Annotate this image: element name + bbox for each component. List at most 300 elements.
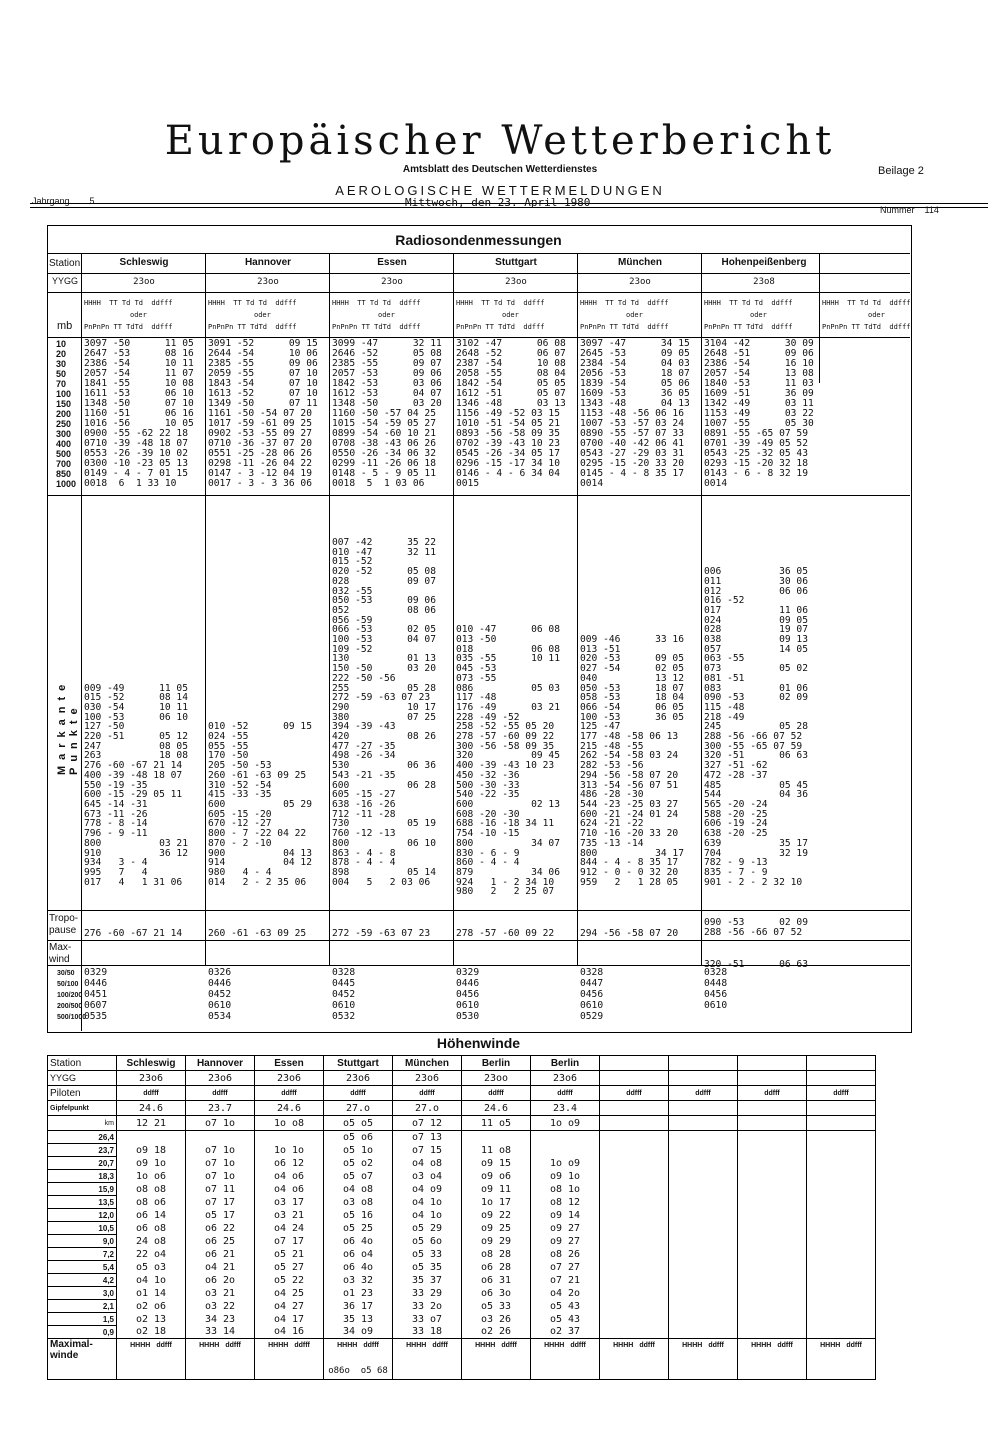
subtitle: Amtsblatt des Deutschen Wetterdienstes [402,164,598,175]
maxwind-values: 0329 0446 0456 0610 0530 [456,967,480,1022]
column-head-oder: oder [378,311,395,319]
wind-value [807,1157,876,1170]
wind-value [738,1222,807,1235]
wind-value [600,1144,669,1157]
ddfff-head: ddfff [669,1086,738,1101]
ddfff-head: ddfff [807,1086,876,1101]
tropopause-label: Tropo-pause [49,913,79,936]
gipfel-km: 23.7 [186,1101,255,1116]
level-label: 1000 [56,479,77,489]
wind-value [669,1313,738,1326]
wind-value [600,1209,669,1222]
wind-value: o4 o6 [255,1183,324,1196]
hoehenwinde-table-wrap [47,1055,876,1380]
column-head: PnPnPn TT TdTd ddfff [704,323,793,331]
wind-value: o9 27 [531,1222,600,1235]
wind-value [600,1274,669,1287]
maxwind-level: 100/200 [57,992,83,999]
column-head-oder: oder [868,311,885,319]
hhhh-head: HHHH [199,1342,220,1349]
wind-value: o5 43 [531,1313,600,1326]
ddfff-head: ddfff [708,1342,724,1349]
markante-punkte-block: 010 -52 09 15 024 -55 055 -55 170 -50 205 -50 -53 260 -61 -63 09 25 310 -52 -54 415 -33 -35 600 05 29 605 -15 -20 670 -12 -27 800 - 7 -22 04 22 870 - 2 -10 900 04 13 914 04 12 980 4 - 4 014 2 - 2 35 06 [208,721,312,888]
altitude-level: 5,4 [48,1261,117,1274]
station-data-block: 3102 -47 06 08 2648 -52 06 07 2387 -54 10 08 2058 -55 08 04 1842 -54 05 05 1612 -51 05 07 1346 -48 03 13 1156 -49 -52 03 15 1010 -51 -54 05 21 0893 -56 -58 09 35 0702 -39 -43 10 23 0545 -26 -34 05 17 0296 -15 -17 34 10 0146 - 4 - 6 34 04 0015 [456,338,566,489]
wind-value: 36 17 [324,1300,393,1313]
maxwind-level: 30/50 [57,970,75,977]
table-row [48,1071,876,1086]
gipfel-ddfff: 1o o8 [255,1116,324,1131]
wind-value: o3 o4 [393,1170,462,1183]
table-row [48,1183,876,1196]
altitude-level: 3,0 [48,1287,117,1300]
wind-value [669,1144,738,1157]
level-label: 400 [56,439,72,449]
altitude-level: 10,5 [48,1222,117,1235]
wind-value [600,1326,669,1339]
hhhh-head: HHHH [130,1342,151,1349]
wind-value: o6 21 [186,1248,255,1261]
table-row [48,1339,876,1380]
wind-value: o7 17 [186,1196,255,1209]
wind-value: o4 o9 [393,1183,462,1196]
column-head: HHHH TT Td Td ddfff [332,299,421,307]
wind-value [807,1183,876,1196]
hhhh-head: HHHH [268,1342,289,1349]
table-row [48,1326,876,1339]
wind-value: o3 17 [255,1196,324,1209]
wind-value: 34 o9 [324,1326,393,1339]
maximal-cell [669,1339,738,1380]
wind-value [738,1248,807,1261]
wind-value [738,1300,807,1313]
tropopause-value: 278 -57 -60 09 22 [456,928,555,939]
table-row [48,1300,876,1313]
maximalwinde-label: Maximal-winde [48,1339,117,1380]
station-name [669,1056,738,1071]
table-row [48,1157,876,1170]
level-label: 850 [56,469,72,479]
wind-value [669,1209,738,1222]
wind-value [600,1222,669,1235]
wind-value [807,1261,876,1274]
rule [47,910,910,911]
nummer-label: Nummer [880,205,915,215]
wind-value [600,1300,669,1313]
altitude-level: 23,7 [48,1144,117,1157]
altitude-level: 18,3 [48,1170,117,1183]
wind-value: o4 16 [255,1326,324,1339]
ddfff-head: ddfff [738,1086,807,1101]
station-data-block: 3097 -47 34 15 2645 -53 09 05 2384 -54 04 03 2056 -53 18 07 1839 -54 05 06 1609 -53 36 05 1343 -48 04 13 1153 -48 -56 06 16 1007 -53 -57 03 24 0890 -55 -57 07 33 0700 -40 -42 06 41 0543 -27 -29 03 31 0295 -15 -20 33 20 0145 - 4 - 8 35 17 0014 [580,338,690,489]
table-row [48,1144,876,1157]
maximal-cell [186,1339,255,1380]
column-head: HHHH TT Td Td ddfff [208,299,297,307]
gipfel-ddfff: 12 21 [117,1116,186,1131]
wind-value: o6 28 [462,1261,531,1274]
tropopause-value: 090 -53 02 09 288 -56 -66 07 52 [704,917,808,938]
wind-value: 33 18 [393,1326,462,1339]
yygg-value: 23o6 [393,1071,462,1086]
rule [47,273,910,274]
maximal-cell [531,1339,600,1380]
ddfff-head: ddfff [462,1086,531,1101]
wind-value [600,1313,669,1326]
column-head: HHHH TT Td Td ddfff [84,299,173,307]
wind-value [807,1131,876,1144]
wind-value [738,1209,807,1222]
table-row [48,1274,876,1287]
wind-value [738,1313,807,1326]
table-row [48,1261,876,1274]
maxwind-level: 200/500 [57,1003,83,1010]
ddfff-head: ddfff [501,1342,517,1349]
wind-value: o7 27 [531,1261,600,1274]
table-row [48,1248,876,1261]
wind-value: o3 32 [324,1274,393,1287]
yygg-value [669,1071,738,1086]
wind-value [669,1183,738,1196]
column-head: HHHH TT Td Td ddfff [822,299,911,307]
wind-value [807,1248,876,1261]
station-name: Essen [377,257,407,268]
station-name: Stuttgart [324,1056,393,1071]
station-data-block: 3104 -42 30 09 2648 -51 09 06 2386 -54 16 10 2057 -54 13 08 1840 -53 11 03 1609 -51 36 09 1342 -49 03 11 1153 -49 03 22 1007 -55 05 30 0891 -55 -65 07 59 0701 -39 -49 05 52 0543 -25 -32 05 43 0293 -15 -20 32 18 0143 - 6 - 8 32 19 0014 [704,338,814,489]
station-column-divider [81,253,82,965]
hhhh-head: HHHH [337,1342,358,1349]
wind-value: o7 21 [531,1274,600,1287]
gipfel-ddfff: o7 12 [393,1116,462,1131]
level-label: 500 [56,449,72,459]
issue-number [880,205,939,215]
column-head: PnPnPn TT TdTd ddfff [456,323,545,331]
yygg-value: 23o6 [324,1071,393,1086]
markante-punkte-label: Markante Punkte [56,678,80,775]
wind-value: 11 o8 [462,1144,531,1157]
wind-value: o4 17 [255,1313,324,1326]
wind-value: o7 1o [186,1144,255,1157]
wind-value: 1o 1o [255,1144,324,1157]
wind-value [807,1222,876,1235]
wind-value: o5 1o [324,1144,393,1157]
column-head-oder: oder [130,311,147,319]
km-label: km [48,1116,117,1131]
gipfel-km [669,1101,738,1116]
wind-value: o5 33 [462,1300,531,1313]
markante-punkte-block: 009 -49 11 05 015 -52 08 14 030 -54 10 11 100 -53 06 10 127 -50 220 -51 05 12 247 08 05 263 18 08 276 -60 -67 21 14 400 -39 -48 18 07 550 -19 -35 600 -15 -29 05 11 645 -14 -31 673 -11 -26 778 - 8 -14 796 - 9 -11 800 03 21 910 36 12 934 3 - 4 995 7 4 017 4 1 31 06 [84,682,188,888]
column-head: PnPnPn TT TdTd ddfff [84,323,173,331]
wind-value: o1 14 [117,1287,186,1300]
gipfel-ddfff: o5 o5 [324,1116,393,1131]
level-label: 20 [56,349,67,359]
yygg-value [807,1071,876,1086]
altitude-level: 20,7 [48,1157,117,1170]
wind-value: 34 23 [186,1313,255,1326]
table-row [48,1116,876,1131]
wind-value: o3 22 [186,1300,255,1313]
table-row [48,1235,876,1248]
wind-value: o9 18 [117,1144,186,1157]
gipfel-ddfff: 11 o5 [462,1116,531,1131]
station-yygg: 23oo [133,277,155,287]
wind-value [600,1170,669,1183]
station-column-divider [701,253,702,965]
wind-value: o9 22 [462,1209,531,1222]
ddfff-head: ddfff [393,1086,462,1101]
table-row [48,1196,876,1209]
level-label: 700 [56,459,72,469]
hhhh-head: HHHH [820,1342,841,1349]
wind-value [669,1287,738,1300]
radiosonde-title: Radiosondenmessungen [395,232,562,248]
wind-value: o2 37 [531,1326,600,1339]
nummer-value: 114 [924,205,939,215]
wind-value: o3 26 [462,1313,531,1326]
wind-value: o6 o4 [324,1248,393,1261]
gipfel-km: 24.6 [117,1101,186,1116]
wind-value [738,1144,807,1157]
wind-value: o6 14 [117,1209,186,1222]
table-row [48,1170,876,1183]
wind-value: o6 o8 [117,1222,186,1235]
wind-value: o9 14 [531,1209,600,1222]
wind-value [807,1313,876,1326]
maximal-cell [807,1339,876,1380]
wind-value: o7 15 [393,1144,462,1157]
maxwind-levels [57,968,86,1023]
gipfel-km: 27.o [393,1101,462,1116]
maxwind-values: 0328 0448 0456 0610 [704,967,728,1011]
table-row [48,1313,876,1326]
ddfff-head: ddfff [186,1086,255,1101]
wind-value [255,1131,324,1144]
wind-value [669,1131,738,1144]
wind-value [807,1326,876,1339]
wind-value [600,1287,669,1300]
gipfel-ddfff: 1o o9 [531,1116,600,1131]
wind-value [807,1300,876,1313]
level-label: 150 [56,399,72,409]
altitude-level: 13,5 [48,1196,117,1209]
jahrgang-label: Jahrgang [32,196,70,206]
maximal-cell [600,1339,669,1380]
ddfff-head: ddfff [570,1342,586,1349]
wind-value: o5 o7 [324,1170,393,1183]
gipfel-ddfff [738,1116,807,1131]
ddfff-head: ddfff [117,1086,186,1101]
station-column-divider [577,253,578,965]
yygg-value [738,1071,807,1086]
level-label: 200 [56,409,72,419]
wind-value: 1o o6 [117,1170,186,1183]
maxwind-values: 0329 0446 0451 0607 0535 [84,967,108,1022]
ddfff-head: ddfff [600,1086,669,1101]
altitude-level: 0,9 [48,1326,117,1339]
wind-value [531,1144,600,1157]
maximal-cell [117,1339,186,1380]
altitude-level: 4,2 [48,1274,117,1287]
station-name: Hannover [244,257,292,268]
wind-value: o5 21 [255,1248,324,1261]
column-head-oder: oder [502,311,519,319]
wind-value [738,1287,807,1300]
gipfel-km [600,1101,669,1116]
yygg-label: YYGG [52,276,79,286]
hhhh-head: HHHH [406,1342,427,1349]
station-name: Schleswig [119,257,169,268]
wind-value: o5 17 [186,1209,255,1222]
station-label: Station [49,258,81,269]
wind-value: o5 29 [393,1222,462,1235]
wind-value [600,1235,669,1248]
maxwind-label: Max-wind [49,942,72,965]
maxwind-values: 0328 0447 0456 0610 0529 [580,967,604,1022]
wind-value: o4 o6 [255,1170,324,1183]
wind-value: o5 35 [393,1261,462,1274]
wind-value [669,1170,738,1183]
column-head: HHHH TT Td Td ddfff [580,299,669,307]
wind-value [600,1261,669,1274]
gipfel-ddfff [807,1116,876,1131]
wind-value: 22 o4 [117,1248,186,1261]
wind-value: o9 11 [462,1183,531,1196]
altitude-level: 1,5 [48,1313,117,1326]
column-head-oder: oder [254,311,271,319]
altitude-level: 15,9 [48,1183,117,1196]
altitude-level: 26,4 [48,1131,117,1144]
wind-value: o8 12 [531,1196,600,1209]
ddfff-head: ddfff [531,1086,600,1101]
wind-value: 35 37 [393,1274,462,1287]
station-yygg: 23oo [505,277,527,287]
wind-value [738,1183,807,1196]
wind-value: o4 o8 [393,1157,462,1170]
wind-value: o3 o8 [324,1196,393,1209]
maximal-cell [324,1339,393,1380]
yygg-value: 23o6 [531,1071,600,1086]
altitude-level: 2,1 [48,1300,117,1313]
wind-value: o5 16 [324,1209,393,1222]
wind-value: o8 26 [531,1248,600,1261]
gipfel-km [738,1101,807,1116]
yygg-label: YYGG [48,1071,117,1086]
gipfel-km: 23.4 [531,1101,600,1116]
wind-value: o9 o6 [462,1170,531,1183]
table-row [48,1131,876,1144]
gipfel-ddfff: o7 1o [186,1116,255,1131]
ddfff-head: ddfff [432,1342,448,1349]
station-name: Berlin [531,1056,600,1071]
wind-value [738,1196,807,1209]
station-yygg: 23oo [257,277,279,287]
column-head: HHHH TT Td Td ddfff [456,299,545,307]
level-label: 300 [56,429,72,439]
table-row [48,1287,876,1300]
column-head-oder: oder [750,311,767,319]
wind-value: 24 o8 [117,1235,186,1248]
markante-punkte-block: 009 -46 33 16 013 -51 020 -53 09 05 027 -54 02 05 040 13 12 050 -53 18 07 058 -53 18 04 066 -54 06 05 100 -53 36 05 125 -47 177 -48 -58 06 13 215 -48 -55 262 -54 -58 03 24 282 -53 -56 294 -56 -58 07 20 313 -54 -56 07 51 486 -28 -30 544 -23 -25 03 27 600 -21 -24 01 24 624 -21 -22 710 -16 -20 33 20 735 -13 -14 800 34 17 844 - 4 - 8 35 17 912 - 0 - 0 32 20 959 2 1 28 05 [580,634,684,888]
wind-value [807,1196,876,1209]
tropopause-value: 294 -56 -58 07 20 [580,928,679,939]
piloten-label: Piloten [48,1086,117,1101]
wind-value [738,1131,807,1144]
station-column-divider [453,253,454,965]
gipfel-ddfff [669,1116,738,1131]
maximal-value: o86o o5 68 [328,1366,388,1376]
wind-value: o3 21 [255,1209,324,1222]
wind-value: o9 1o [117,1157,186,1170]
rule [47,495,910,496]
maximal-cell [393,1339,462,1380]
ddfff-head: ddfff [156,1342,172,1349]
wind-value: o6 3o [462,1287,531,1300]
wind-value [669,1248,738,1261]
wind-value: o8 o6 [117,1196,186,1209]
wind-value: o6 31 [462,1274,531,1287]
ddfff-head: ddfff [639,1342,655,1349]
gipfel-ddfff [600,1116,669,1131]
station-name: Hannover [186,1056,255,1071]
column-head-oder: oder [626,311,643,319]
table-row [48,1209,876,1222]
markante-punkte-block: 007 -42 35 22 010 -47 32 11 015 -52 020 -52 05 08 028 09 07 032 -55 050 -53 09 06 052 08 06 056 -59 066 -53 02 05 100 -53 04 07 109 -52 130 01 13 150 -50 03 20 222 -50 -56 255 05 28 272 -59 -63 07 23 290 10 17 380 07 25 394 -39 -43 420 08 26 477 -27 -35 498 -26 -34 530 06 36 543 -21 -35 600 06 28 605 -15 -27 638 -16 -26 712 -11 -28 730 05 19 760 -12 -13 800 06 10 863 - 4 - 8 878 - 4 - 4 898 05 14 004 5 2 03 06 [332,537,436,888]
station-yygg: 23o8 [753,277,775,287]
rule [47,253,910,254]
level-label: 100 [56,389,72,399]
station-name [738,1056,807,1071]
wind-value [531,1131,600,1144]
wind-value: 33 29 [393,1287,462,1300]
wind-value [807,1209,876,1222]
hoehenwinde-table [47,1055,876,1380]
wind-value: o4 2o [531,1287,600,1300]
wind-value: o1 23 [324,1287,393,1300]
wind-value: 1o o9 [531,1157,600,1170]
station-label: Station [48,1056,117,1071]
level-label: 50 [56,369,67,379]
wind-value [669,1300,738,1313]
station-name [600,1056,669,1071]
wind-value: o7 13 [393,1131,462,1144]
wind-value: o9 15 [462,1157,531,1170]
wind-value: o9 29 [462,1235,531,1248]
station-name: Essen [255,1056,324,1071]
wind-value: o9 27 [531,1235,600,1248]
issue-date: Mittwoch, den 23. April 1980 [405,196,591,209]
wind-value: o5 o2 [324,1157,393,1170]
station-data-block: 3091 -52 09 15 2644 -54 10 06 2385 -55 09 06 2059 -55 07 10 1843 -54 07 10 1613 -52 07 10 1349 -50 07 11 1161 -50 -54 07 20 1017 -59 -61 09 25 0902 -53 -55 09 27 0710 -36 -37 07 20 0551 -25 -28 06 26 0298 -11 -26 04 22 0147 - 3 -12 04 19 0017 - 3 - 3 36 06 [208,338,318,489]
markante-punkte-block: 010 -47 06 08 013 -50 018 06 08 035 -55 10 11 045 -53 073 -55 086 05 03 117 -48 176 -49 03 21 228 -49 -52 258 -52 -55 05 20 278 -57 -60 09 22 300 -56 -58 09 35 320 09 45 400 -39 -43 10 23 450 -32 -36 500 -30 -33 540 -22 -35 600 02 13 608 -20 -30 688 -16 -18 34 11 754 -10 -15 800 34 07 830 - 6 - 9 860 - 4 - 4 879 34 06 924 1 - 2 34 10 980 2 2 25 07 [456,624,560,898]
level-label: 30 [56,359,67,369]
wind-value: o2 o6 [117,1300,186,1313]
station-name: München [618,257,662,268]
gipfel-km [807,1101,876,1116]
ddfff-head: ddfff [846,1342,862,1349]
wind-value [669,1274,738,1287]
wind-value [600,1131,669,1144]
wind-value [738,1157,807,1170]
table-row [48,1222,876,1235]
wind-value: o6 2o [186,1274,255,1287]
wind-value: o5 25 [324,1222,393,1235]
station-name: Schleswig [117,1056,186,1071]
tropopause-value: 272 -59 -63 07 23 [332,928,431,939]
beilage-label: Beilage 2 [878,165,924,177]
wind-value [738,1326,807,1339]
hhhh-head: HHHH [613,1342,634,1349]
rule [47,965,910,966]
altitude-level: 7,2 [48,1248,117,1261]
